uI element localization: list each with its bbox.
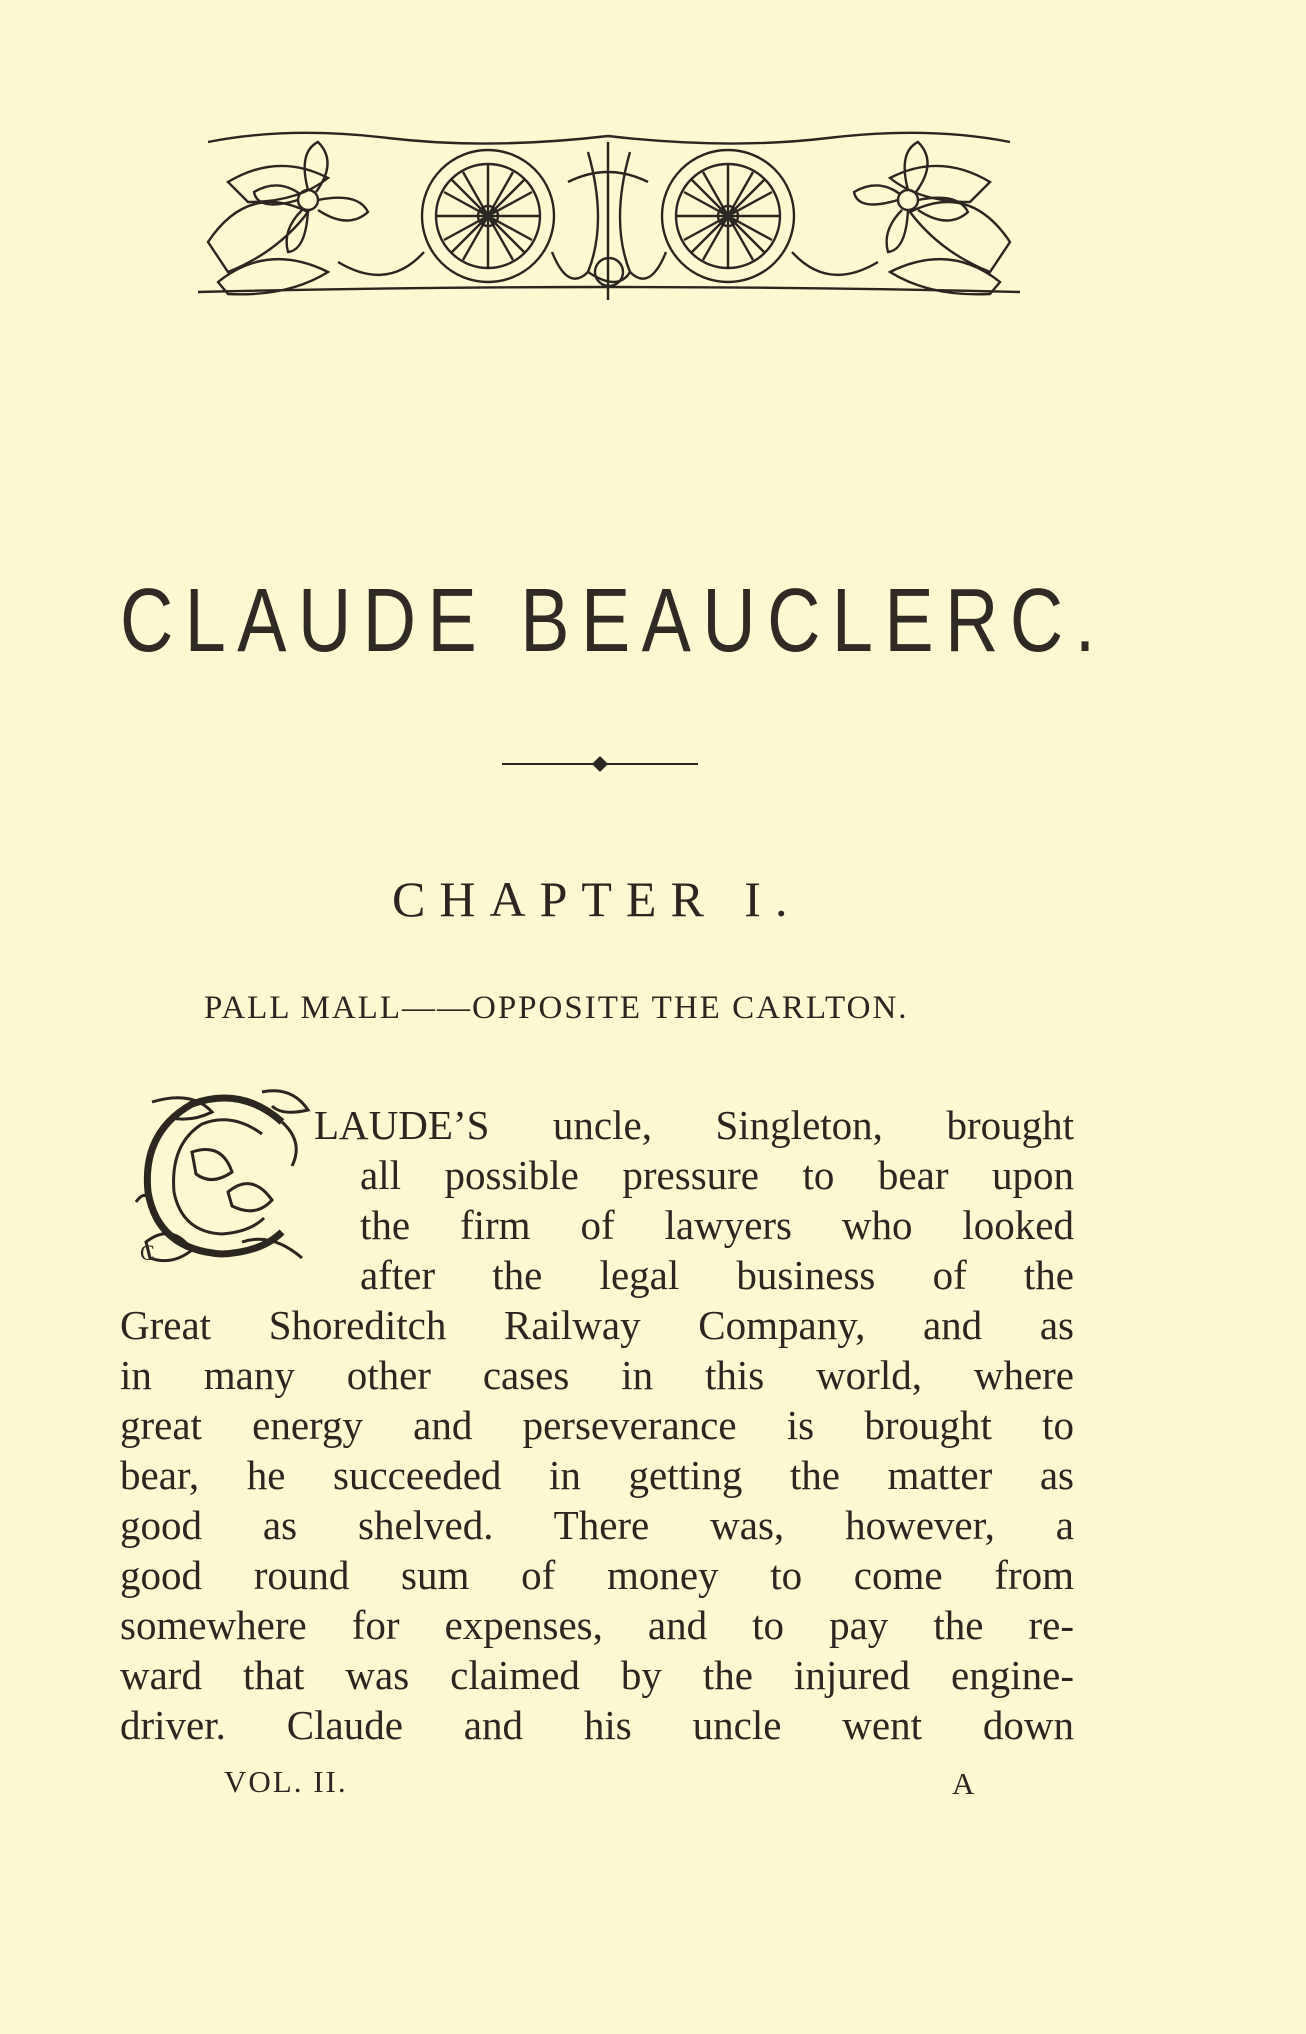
text-line: driver. Claude and his uncle went down xyxy=(120,1702,1074,1748)
text-line: after the legal business of the xyxy=(360,1252,1074,1298)
text-line: the firm of lawyers who looked xyxy=(360,1202,1074,1248)
text-line: all possible pressure to bear upon xyxy=(360,1152,1074,1198)
decorated-drop-cap xyxy=(132,1082,312,1272)
text-line: great energy and perseverance is brought to xyxy=(120,1402,1074,1448)
chapter-subtitle: PALL MALL——OPPOSITE THE CARLTON. xyxy=(204,990,909,1026)
text-line: somewhere for expenses, and to pay the re- xyxy=(120,1602,1074,1648)
text-line: bear, he succeeded in getting the matter as xyxy=(120,1452,1074,1498)
floral-headpiece-ornament xyxy=(188,122,1030,306)
text-line: good as shelved. There was, however, a xyxy=(120,1502,1074,1548)
text-line: ward that was claimed by the injured engine- xyxy=(120,1652,1074,1698)
chapter-heading: CHAPTER I. xyxy=(392,871,802,927)
text-line: in many other cases in this world, where xyxy=(120,1352,1074,1398)
volume-label: VOL. II. xyxy=(224,1764,348,1799)
ornamental-divider xyxy=(500,752,700,776)
text-line: Great Shoreditch Railway Company, and as xyxy=(120,1302,1074,1348)
text-line: LAUDE’S uncle, Singleton, brought xyxy=(314,1102,1074,1148)
drop-cap-letter: C xyxy=(140,1240,155,1265)
text-line: good round sum of money to come from xyxy=(120,1552,1074,1598)
signature-mark: A xyxy=(952,1766,975,1801)
book-title: CLAUDE BEAUCLERC. xyxy=(120,571,1107,671)
